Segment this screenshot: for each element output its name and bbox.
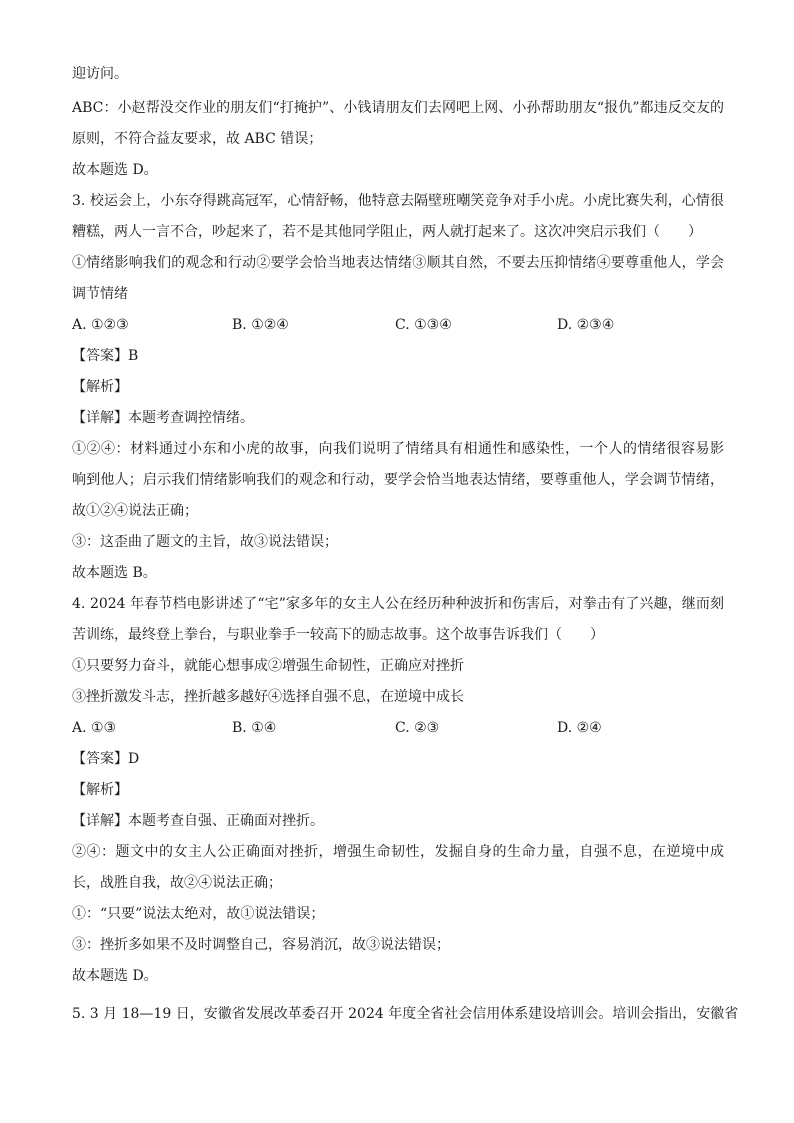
question-4-option-a: A. ①③ <box>72 720 117 736</box>
question-4-statements: ①只要努力奋斗，就能心想事成②增强生命韧性，正确应对挫折 <box>72 658 464 674</box>
question-3-stem: 3. 校运会上，小东夺得跳高冠军，心情舒畅，他特意去隔壁班嘲笑竞争对手小虎。小虎比赛失利，心情很 <box>72 193 724 209</box>
question-3-statements: ①情绪影响我们的观念和行动②要学会恰当地表达情绪③顺其自然，不要去压抑情绪④要尊重他人，学会 <box>72 255 724 271</box>
text-line: 响到他人；启示我们情绪影响我们的观念和行动，要学会恰当地表达情绪，要尊重他人，学会调节情绪， <box>72 472 724 488</box>
question-3-statements: 调节情绪 <box>72 286 128 302</box>
text-line: 原则，不符合益友要求，故 ABC 错误； <box>72 131 323 147</box>
question-4-stem: 苦训练，最终登上拳台，与职业拳手一较高下的励志故事。这个故事告诉我们（ ） <box>72 627 604 643</box>
text-line: 故本题选 B。 <box>72 565 157 581</box>
question-5-stem: 5. 3 月 18—19 日，安徽省发展改革委召开 2024 年度全省社会信用体系建设培训会。培训会指出，安徽省 <box>72 1006 739 1022</box>
text-line: ①：“只要”说法太绝对，故①说法错误； <box>72 906 325 922</box>
text-line: ABC：小赵帮没交作业的朋友们“打掩护”、小钱请朋友们去网吧上网、小孙帮助朋友“报仇”都违反交友的 <box>72 100 724 116</box>
text-line: 故本题选 D。 <box>72 968 158 984</box>
text-line: ③：这歪曲了题文的主旨，故③说法错误； <box>72 534 338 550</box>
question-4-option-b: B. ①④ <box>232 720 277 736</box>
text-line: 迎访问。 <box>72 66 128 82</box>
question-3-stem: 糟糕，两人一言不合，吵起来了，若不是其他同学阻止，两人就打起来了。这次冲突启示我们（ ） <box>72 224 702 240</box>
question-4-statements: ③挫折激发斗志，挫折越多越好④选择自强不息，在逆境中成长 <box>72 689 464 705</box>
text-line: 长，战胜自我，故②④说法正确； <box>72 875 282 891</box>
analysis-label: 【解析】 <box>72 782 128 798</box>
question-3-option-d: D. ②③④ <box>557 317 615 333</box>
text-line: ②④：题文中的女主人公正确面对挫折，增强生命韧性，发掘自身的生命力量，自强不息，在逆境中成 <box>72 844 724 860</box>
question-3-option-a: A. ①②③ <box>72 317 129 333</box>
detail-label: 【详解】本题考查自强、正确面对挫折。 <box>72 813 324 829</box>
question-4-option-c: C. ②③ <box>395 720 440 736</box>
answer-label: 【答案】D <box>72 751 140 767</box>
analysis-label: 【解析】 <box>72 379 128 395</box>
text-line: ③：挫折多如果不及时调整自己，容易消沉，故③说法错误； <box>72 937 450 953</box>
question-4-stem: 4. 2024 年春节档电影讲述了“宅”家多年的女主人公在经历种种波折和伤害后，对拳击有了兴趣，继而刻 <box>72 596 724 612</box>
detail-label: 【详解】本题考查调控情绪。 <box>72 410 254 426</box>
question-3-option-c: C. ①③④ <box>395 317 452 333</box>
question-4-option-d: D. ②④ <box>557 720 602 736</box>
question-3-option-b: B. ①②④ <box>232 317 289 333</box>
answer-label: 【答案】B <box>72 348 139 364</box>
text-line: 故①②④说法正确； <box>72 503 198 519</box>
text-line: 故本题选 D。 <box>72 162 158 178</box>
text-line: ①②④：材料通过小东和小虎的故事，向我们说明了情绪具有相通性和感染性，一个人的情绪很容易影 <box>72 441 724 457</box>
